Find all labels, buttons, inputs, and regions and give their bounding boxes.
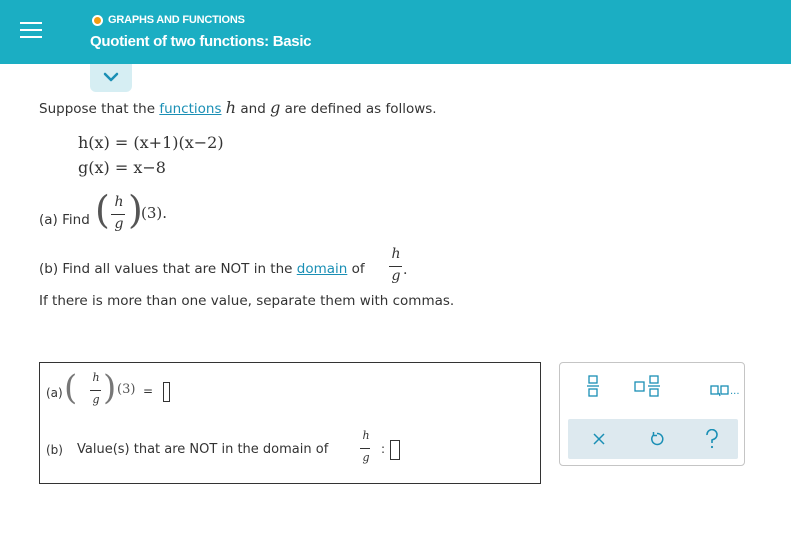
- answer-b-input[interactable]: [390, 440, 400, 460]
- part-a-prompt: (a) Find: [39, 212, 90, 228]
- topic-label: [92, 14, 245, 26]
- fraction-bar: [111, 214, 125, 215]
- menu-icon[interactable]: [20, 18, 56, 48]
- part-b-period: .: [403, 262, 408, 278]
- help-icon[interactable]: [705, 429, 719, 449]
- answer-b-label: (b): [46, 443, 63, 457]
- topic-text: GRAPHS AND FUNCTIONS: [108, 14, 245, 26]
- answer-b-numerator: h: [362, 429, 370, 442]
- domain-link[interactable]: domain: [296, 261, 348, 277]
- part-a-numerator: h: [114, 194, 124, 210]
- boxes-icon: [710, 385, 730, 397]
- ellipsis-label: ...: [730, 386, 740, 397]
- equals-sign: =: [143, 384, 154, 398]
- answer-a-label: (a): [46, 386, 63, 400]
- answer-b-denominator: g: [362, 451, 370, 464]
- close-paren: ): [103, 368, 117, 408]
- functions-link[interactable]: functions: [159, 101, 222, 117]
- status-dot-icon: [92, 15, 103, 26]
- chevron-down-icon: [103, 72, 119, 82]
- part-b-numerator: h: [391, 246, 401, 262]
- fraction-bar: [389, 266, 402, 267]
- colon: :: [381, 442, 386, 456]
- math-toolbar: [559, 362, 745, 466]
- close-icon[interactable]: [593, 433, 605, 445]
- problem-intro: Suppose that the functions h and g are defined as follows.: [39, 98, 437, 117]
- part-b-denominator: g: [391, 268, 401, 284]
- open-paren: (: [95, 188, 110, 232]
- answer-area: [39, 362, 541, 484]
- answer-a-input[interactable]: [163, 382, 170, 402]
- answer-a-arg: (3): [117, 382, 136, 397]
- answer-a-numerator: h: [92, 371, 100, 384]
- collapse-toggle[interactable]: [90, 64, 132, 92]
- part-a-arg: (3).: [141, 204, 168, 222]
- answer-a-denominator: g: [92, 393, 100, 406]
- open-paren: (: [64, 368, 78, 408]
- fraction-bar: [90, 390, 101, 391]
- list-template-icon[interactable]: [710, 381, 742, 397]
- part-b-prompt: (b) Find all values that are NOT in the domain of: [39, 261, 365, 277]
- h-definition: h(x) = (x+1)(x−2): [78, 133, 224, 152]
- header-bar: [0, 0, 791, 64]
- action-row: [568, 419, 738, 459]
- g-definition: g(x) = x−8: [78, 158, 166, 177]
- page-title: Quotient of two functions: Basic: [90, 33, 312, 50]
- fraction-template-icon[interactable]: [586, 375, 600, 397]
- part-b-instruction: If there is more than one value, separate them with commas.: [39, 293, 455, 309]
- fraction-bar: [360, 448, 370, 449]
- undo-icon[interactable]: [649, 431, 665, 447]
- mixed-number-template-icon[interactable]: [634, 375, 664, 397]
- answer-b-text: Value(s) that are NOT in the domain of: [77, 442, 329, 457]
- close-paren: ): [128, 188, 143, 232]
- part-a-denominator: g: [114, 216, 124, 232]
